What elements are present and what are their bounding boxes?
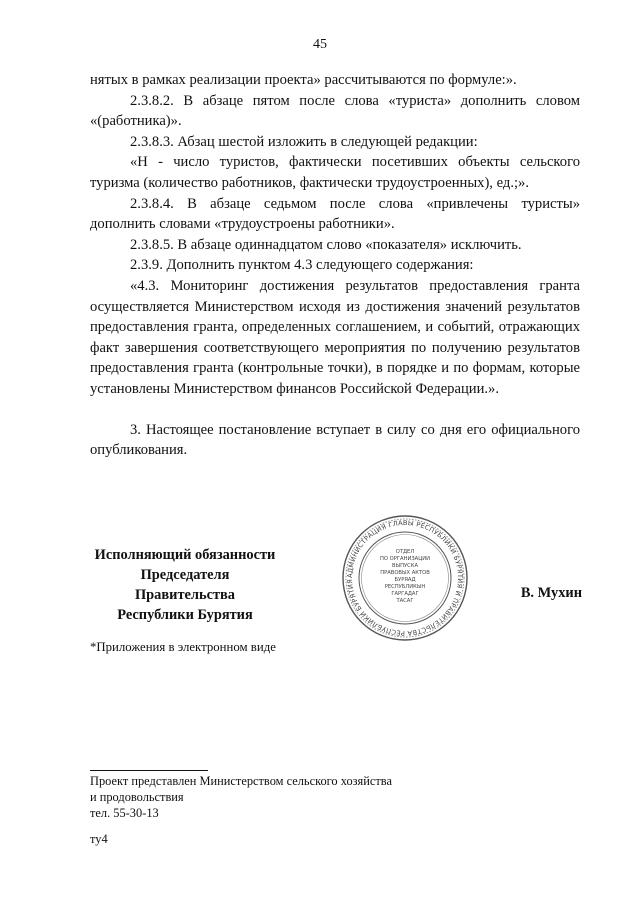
- position-line: Исполняющий обязанности: [94, 547, 276, 563]
- stamp-center-line: ОТДЕЛ: [395, 549, 415, 555]
- stamp-center-line: ПРАВОВЫХ АКТОВ: [380, 570, 430, 576]
- footer-line: и продовольствия: [90, 790, 184, 804]
- stamp-center-line: БУРЯАД: [394, 577, 416, 583]
- paragraph-2-3-8-2: 2.3.8.2. В абзаце пятом после слова «туриста» дополнить словом «(работника)».: [90, 92, 580, 130]
- paragraph-quote-4-3: «4.3. Мониторинг достижения результатов предоставления гранта осуществляется Министерством исходя из достижения значений результатов предоставления гранта, определенных соглашением, и событий, отражающих факт завершения соответствующего мероприятия по получению результатов предоставления гранта (контрольные точки), в порядке и по формам, которые установлены Министерством финансов Российской Федерации.».: [90, 277, 580, 397]
- paragraph-2-3-8-3: 2.3.8.3. Абзац шестой изложить в следующей редакции:: [130, 133, 478, 150]
- paragraph-2-3-9: 2.3.9. Дополнить пунктом 4.3 следующего содержания:: [130, 257, 474, 274]
- position-line: Председателя Правительства: [134, 567, 236, 603]
- paragraph-2-3-8-5: 2.3.8.5. В абзаце одиннадцатом слово «показателя» исключить.: [130, 236, 522, 253]
- stamp-center-line: РЕСПУБЛИКЫН: [384, 584, 426, 590]
- attachments-note: *Приложения в электронном виде: [90, 640, 276, 654]
- signatory-name: В. Мухин: [520, 585, 582, 601]
- footer-divider: [90, 770, 208, 771]
- footer-code: ту4: [90, 832, 108, 846]
- paragraph-continuation: нятых в рамках реализации проекта» рассчитываются по формуле:».: [90, 72, 517, 88]
- official-seal-stamp: [340, 513, 470, 643]
- footer-phone: тел. 55-30-13: [90, 806, 159, 820]
- footer-block: [90, 773, 392, 847]
- stamp-center-line: ВЫПУСКА: [391, 563, 419, 569]
- stamp-center-line: ТАСАГ: [396, 598, 414, 604]
- stamp-center-line: ПО ОРГАНИЗАЦИИ: [379, 556, 431, 562]
- position-line: Республики Бурятия: [117, 607, 253, 623]
- paragraph-3-effective: 3. Настоящее постановление вступает в силу со дня его официального опубликования.: [90, 421, 580, 459]
- paragraph-quote-tourists: «Н - число туристов, фактически посетивших объекты сельского туризма (количество работников, фактически трудоустроенных), ед.;».: [90, 154, 580, 191]
- stamp-ring-text: АДМИНИСТРАЦИЯ ГЛАВЫ РЕСПУБЛИКИ БУРЯТИЯ И ПРАВИТЕЛЬСТВА РЕСПУБЛИКИ БУРЯТИЯ: [345, 518, 465, 638]
- paragraph-2-3-8-4: 2.3.8.4. В абзаце седьмом после слова «привлечены туристы» дополнить словами «трудоустроены работники».: [90, 195, 580, 233]
- stamp-center-line: ГАРГАДАГ: [391, 591, 419, 597]
- page-number: 45: [313, 37, 327, 52]
- signatory-position: [90, 545, 280, 625]
- document-body: [90, 70, 580, 461]
- footer-line: Проект представлен Министерством сельского хозяйства: [90, 774, 392, 788]
